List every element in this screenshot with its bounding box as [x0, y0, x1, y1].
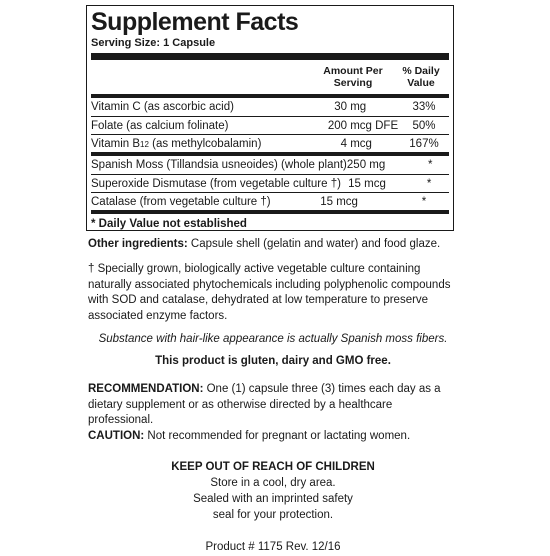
- ingredient-name: Superoxide Dismutase (from vegetable culture †): [91, 178, 341, 190]
- nutrient-row: [91, 116, 449, 134]
- nutrient-amount: 200 mcg DFE: [327, 120, 399, 132]
- nutrient-name: Vitamin B12 (as methylcobalamin): [91, 138, 262, 150]
- storage-line-3: seal for your protection.: [212, 509, 334, 521]
- nutrient-row: [91, 98, 449, 116]
- keep-out-warning: KEEP OUT OF REACH OF CHILDREN: [171, 461, 375, 473]
- culture-note: † Specially grown, biologically active vegetable culture containing naturally associated phytochemicals including polyphenolic compounds with SOD and catalase, dehydrated at low temperature to preserve associated enzyme factors.: [88, 263, 451, 322]
- nutrient-dv: 167%: [409, 138, 439, 150]
- ingredient-dv: *: [426, 178, 432, 190]
- ingredient-dv: *: [427, 159, 433, 171]
- storage-line-1: Store in a cool, dry area.: [210, 477, 336, 489]
- nutrient-dv: 33%: [412, 101, 436, 113]
- recommendation-value: One (1) capsule three (3) times each day as a dietary supplement or as otherwise directed by a healthcare professional.: [88, 383, 441, 426]
- header-daily-value: % Daily Value: [402, 65, 440, 89]
- caution-value: Not recommended for pregnant or lactating women.: [144, 430, 411, 442]
- storage-line-2: Sealed with an imprinted safety: [193, 493, 353, 505]
- nutrient-name: Vitamin C (as ascorbic acid): [91, 101, 234, 113]
- other-ingredients-value: Capsule shell (gelatin and water) and food glaze.: [187, 238, 441, 250]
- thick-divider: [91, 53, 449, 60]
- ingredient-name: Catalase (from vegetable culture †): [91, 196, 271, 208]
- ingredient-dv: *: [421, 196, 427, 208]
- header-amount: Amount Per Serving: [323, 65, 383, 89]
- supplement-facts-panel: [86, 5, 454, 231]
- ingredient-amount: 15 mcg: [348, 178, 386, 190]
- nutrient-amount: 30 mg: [334, 101, 367, 113]
- nutrient-row: [91, 134, 449, 152]
- nutrient-amount: 4 mcg: [340, 138, 372, 150]
- allergen-free-note: This product is gluten, dairy and GMO free.: [155, 355, 391, 367]
- product-number: Product # 1175 Rev. 12/16: [205, 541, 341, 553]
- ingredient-amount: 15 mcg: [320, 196, 358, 208]
- ingredient-row: [91, 174, 449, 192]
- ingredient-row: [91, 156, 449, 174]
- column-header-row: [91, 60, 449, 94]
- other-ingredients: [88, 237, 458, 253]
- caution: [88, 429, 458, 445]
- recommendation: [88, 382, 458, 429]
- moss-note: Substance with hair-like appearance is actually Spanish moss fibers.: [98, 333, 448, 345]
- ingredient-row: [91, 192, 449, 210]
- serving-size: Serving Size: 1 Capsule: [91, 37, 216, 49]
- caution-label: CAUTION:: [88, 430, 145, 442]
- other-ingredients-label: Other ingredients:: [88, 238, 188, 250]
- panel-title: Supplement Facts: [91, 8, 299, 36]
- nutrient-name: Folate (as calcium folinate): [91, 120, 229, 132]
- recommendation-label: RECOMMENDATION:: [88, 383, 204, 395]
- ingredient-amount: 250 mg: [346, 159, 386, 171]
- daily-value-footnote: * Daily Value not established: [91, 218, 247, 230]
- nutrient-dv: 50%: [412, 120, 436, 132]
- ingredient-name: Spanish Moss (Tillandsia usneoides) (whole plant): [91, 159, 347, 171]
